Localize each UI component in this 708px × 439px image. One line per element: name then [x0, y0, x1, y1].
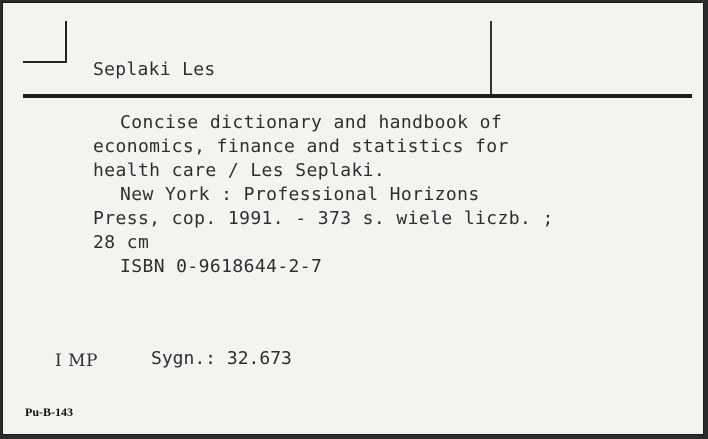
vertical-rule [490, 21, 492, 97]
dimensions-line: 28 cm [93, 232, 150, 253]
corner-bracket-mark [23, 21, 67, 63]
heading-rule [23, 94, 692, 98]
author-heading: Seplaki Les [93, 59, 216, 80]
isbn-line: ISBN 0-9618644-2-7 [120, 256, 323, 277]
title-line-1: Concise dictionary and handbook of [120, 112, 503, 133]
call-number: Sygn.: 32.673 [151, 348, 292, 369]
title-line-2: economics, finance and statistics for [93, 136, 509, 157]
publication-line-2: Press, cop. 1991. - 373 s. wiele liczb. ; [93, 208, 554, 229]
library-stamp: Pu-B-143 [25, 405, 73, 419]
publication-line-1: New York : Professional Horizons [120, 184, 480, 205]
catalog-card [2, 2, 704, 435]
footer-code: I MP [55, 351, 98, 371]
title-line-3: health care / Les Seplaki. [93, 160, 386, 181]
